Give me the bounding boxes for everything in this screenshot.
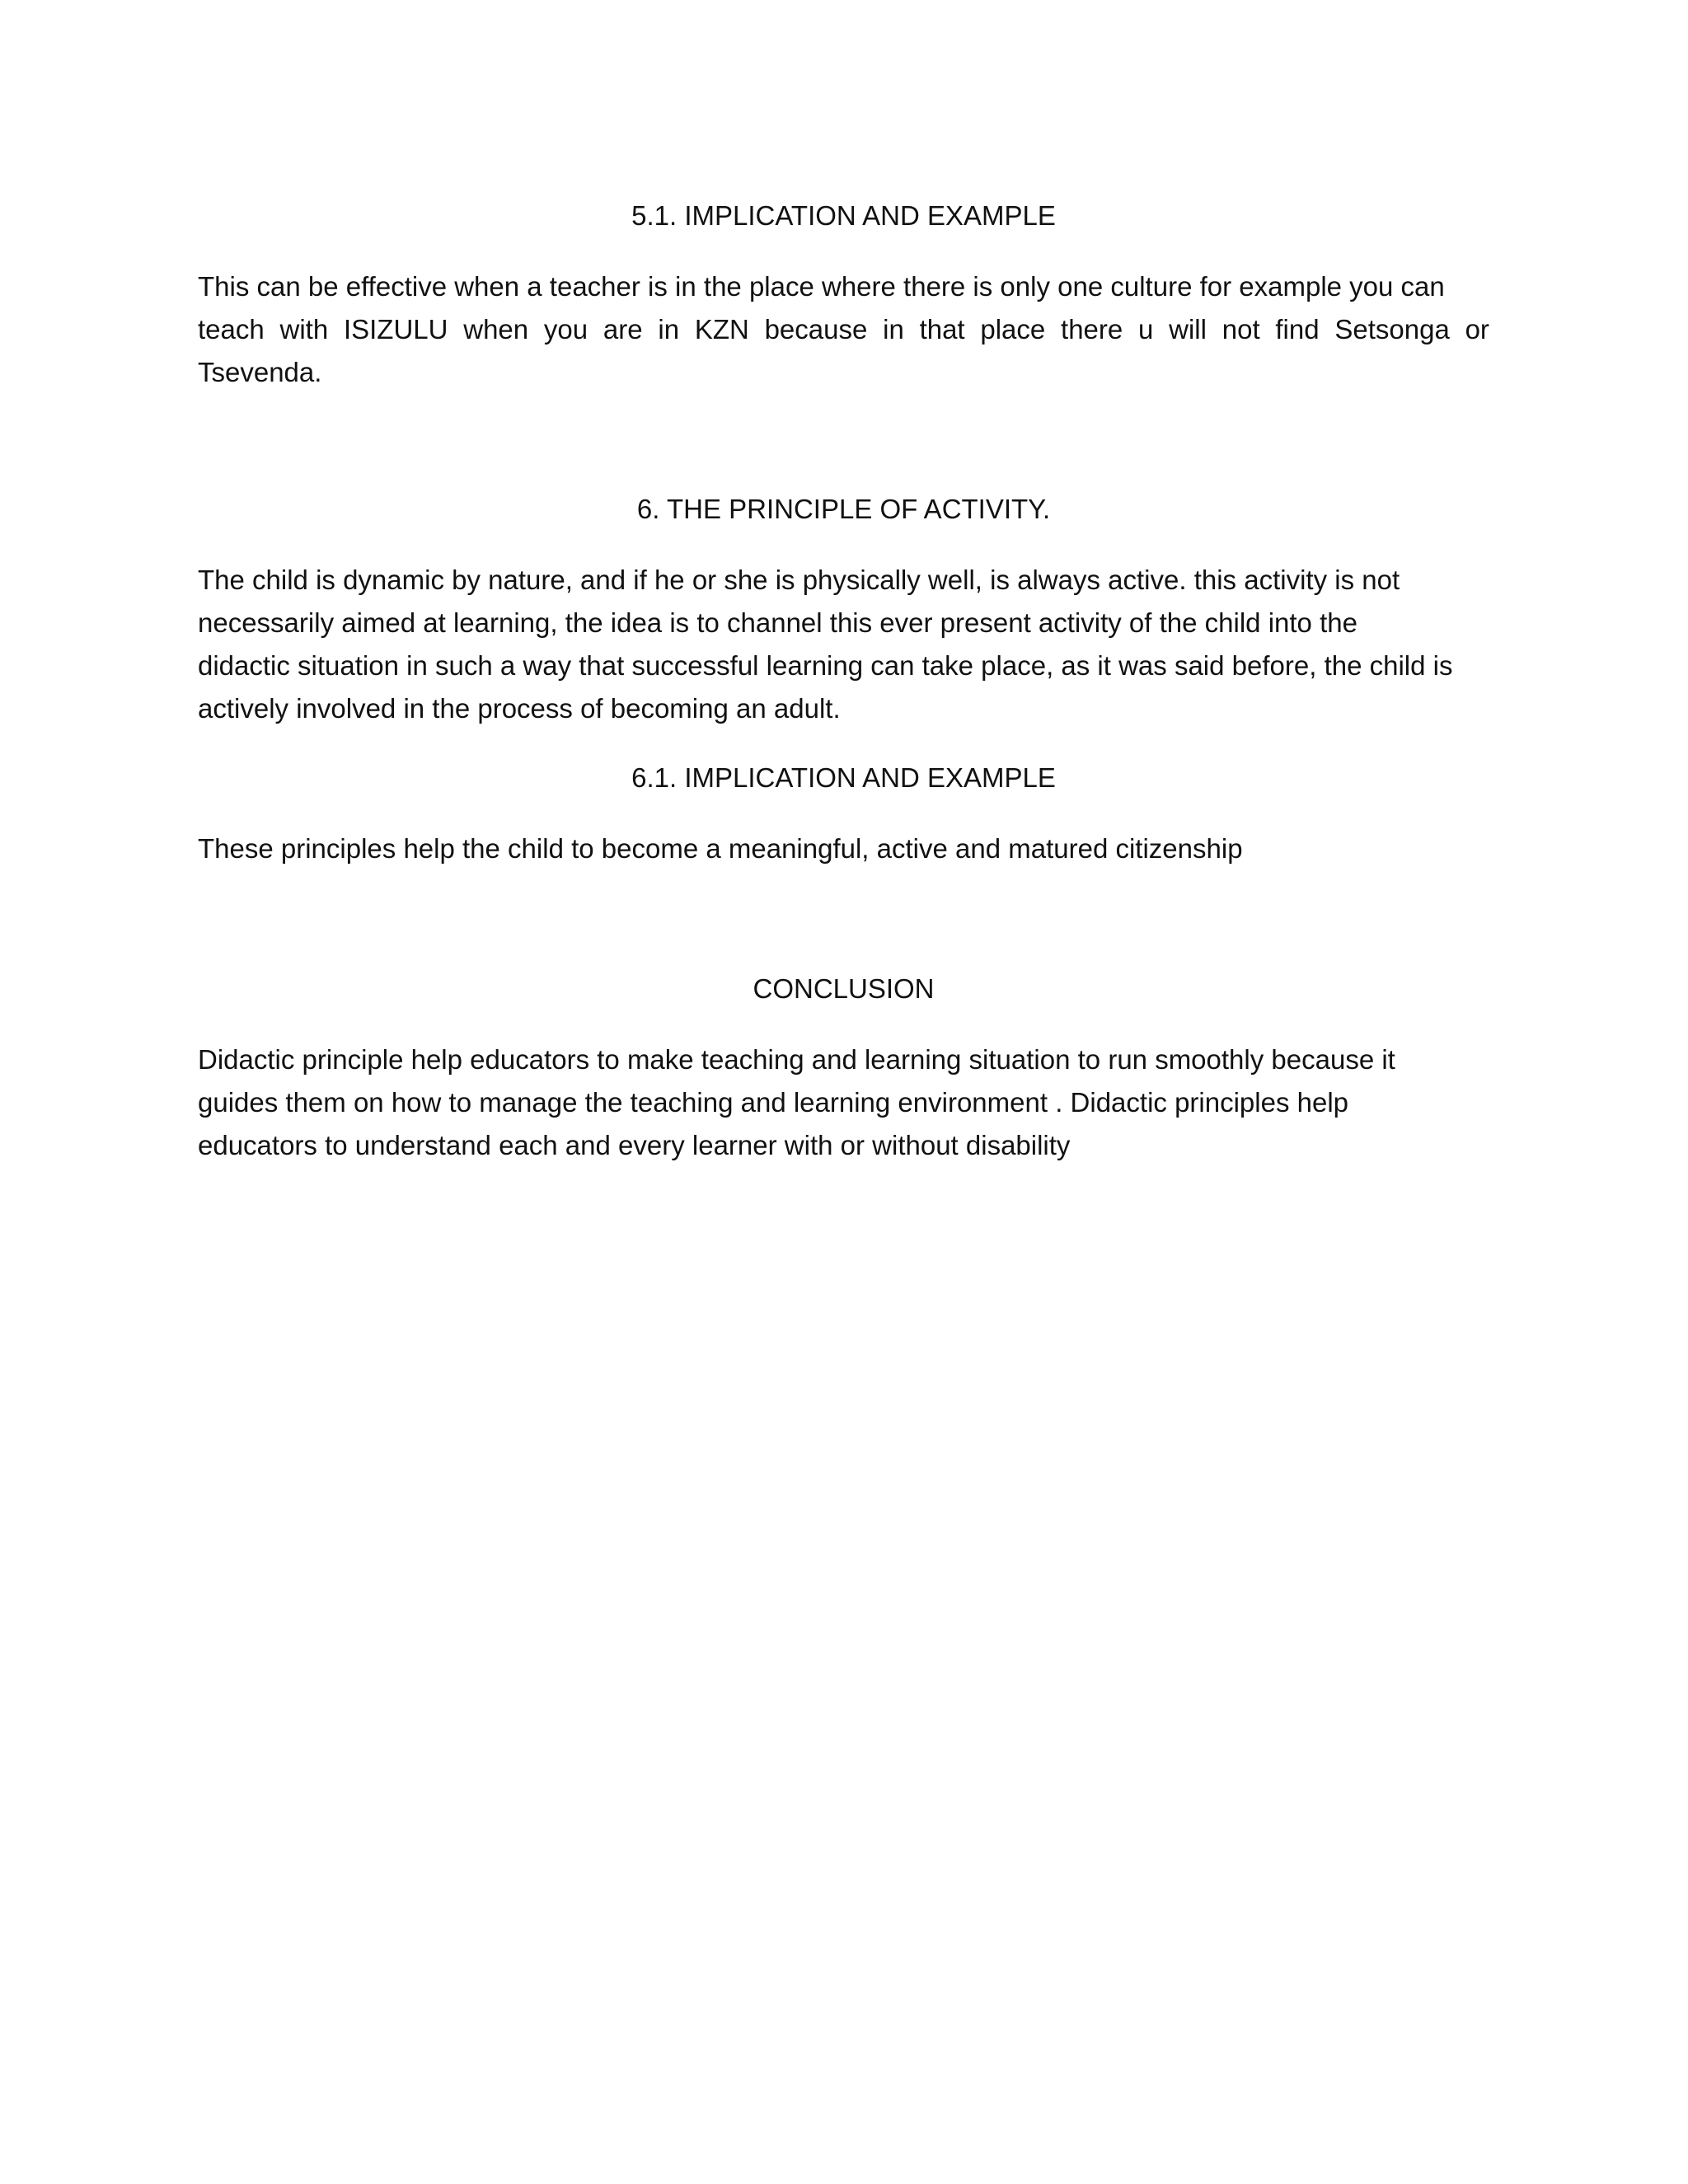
paragraph-line: This can be effective when a teacher is in the place where there is only one culture for example you can <box>198 271 1445 302</box>
paragraph-word: find <box>1275 314 1320 344</box>
paragraph-word: in <box>883 314 904 344</box>
paragraph-word: you <box>543 314 588 344</box>
conclusion-paragraph <box>198 1038 1489 1167</box>
paragraph-word: ISIZULU <box>343 314 448 344</box>
paragraph-word: will <box>1169 314 1207 344</box>
section-6-heading: 6. THE PRINCIPLE OF ACTIVITY. <box>636 494 1051 524</box>
paragraph-word: not <box>1221 314 1260 344</box>
paragraph-line: actively involved in the process of becoming an adult. <box>198 693 841 724</box>
paragraph-line: These principles help the child to become a meaningful, active and matured citizenship <box>198 833 1243 864</box>
paragraph-line: Tsevenda. <box>198 357 322 387</box>
paragraph-line: Didactic principle help educators to make teaching and learning situation to run smoothly because it <box>198 1044 1395 1075</box>
paragraph-word: or <box>1465 314 1489 344</box>
paragraph-word: teach <box>198 314 265 344</box>
paragraph-line: The child is dynamic by nature, and if he or she is physically well, is always active. this activity is not <box>198 565 1400 595</box>
paragraph-line: necessarily aimed at learning, the idea is to channel this ever present activity of the child into the <box>198 607 1357 638</box>
section-5-1-heading: 5.1. IMPLICATION AND EXAMPLE <box>631 200 1056 231</box>
paragraph-line: educators to understand each and every learner with or without disability <box>198 1130 1071 1160</box>
paragraph-word: in <box>658 314 680 344</box>
conclusion-heading: CONCLUSION <box>753 973 935 1004</box>
section-6-1-paragraph <box>198 827 1489 870</box>
paragraph-word: u <box>1138 314 1154 344</box>
section-5-1-paragraph <box>198 265 1489 394</box>
paragraph-word: Setsonga <box>1334 314 1450 344</box>
paragraph-word: because <box>764 314 868 344</box>
section-6-1-heading: 6.1. IMPLICATION AND EXAMPLE <box>631 762 1056 793</box>
paragraph-word: are <box>603 314 643 344</box>
paragraph-word: with <box>279 314 329 344</box>
paragraph-word: KZN <box>694 314 749 344</box>
paragraph-line: didactic situation in such a way that successful learning can take place, as it was said before, the child is <box>198 650 1453 681</box>
paragraph-word: that <box>919 314 965 344</box>
paragraph-line-justified <box>198 308 1489 351</box>
paragraph-word: when <box>463 314 529 344</box>
paragraph-word: place <box>980 314 1046 344</box>
paragraph-word: there <box>1061 314 1123 344</box>
section-6-paragraph <box>198 559 1489 730</box>
paragraph-line: guides them on how to manage the teaching and learning environment . Didactic principles help <box>198 1087 1349 1118</box>
